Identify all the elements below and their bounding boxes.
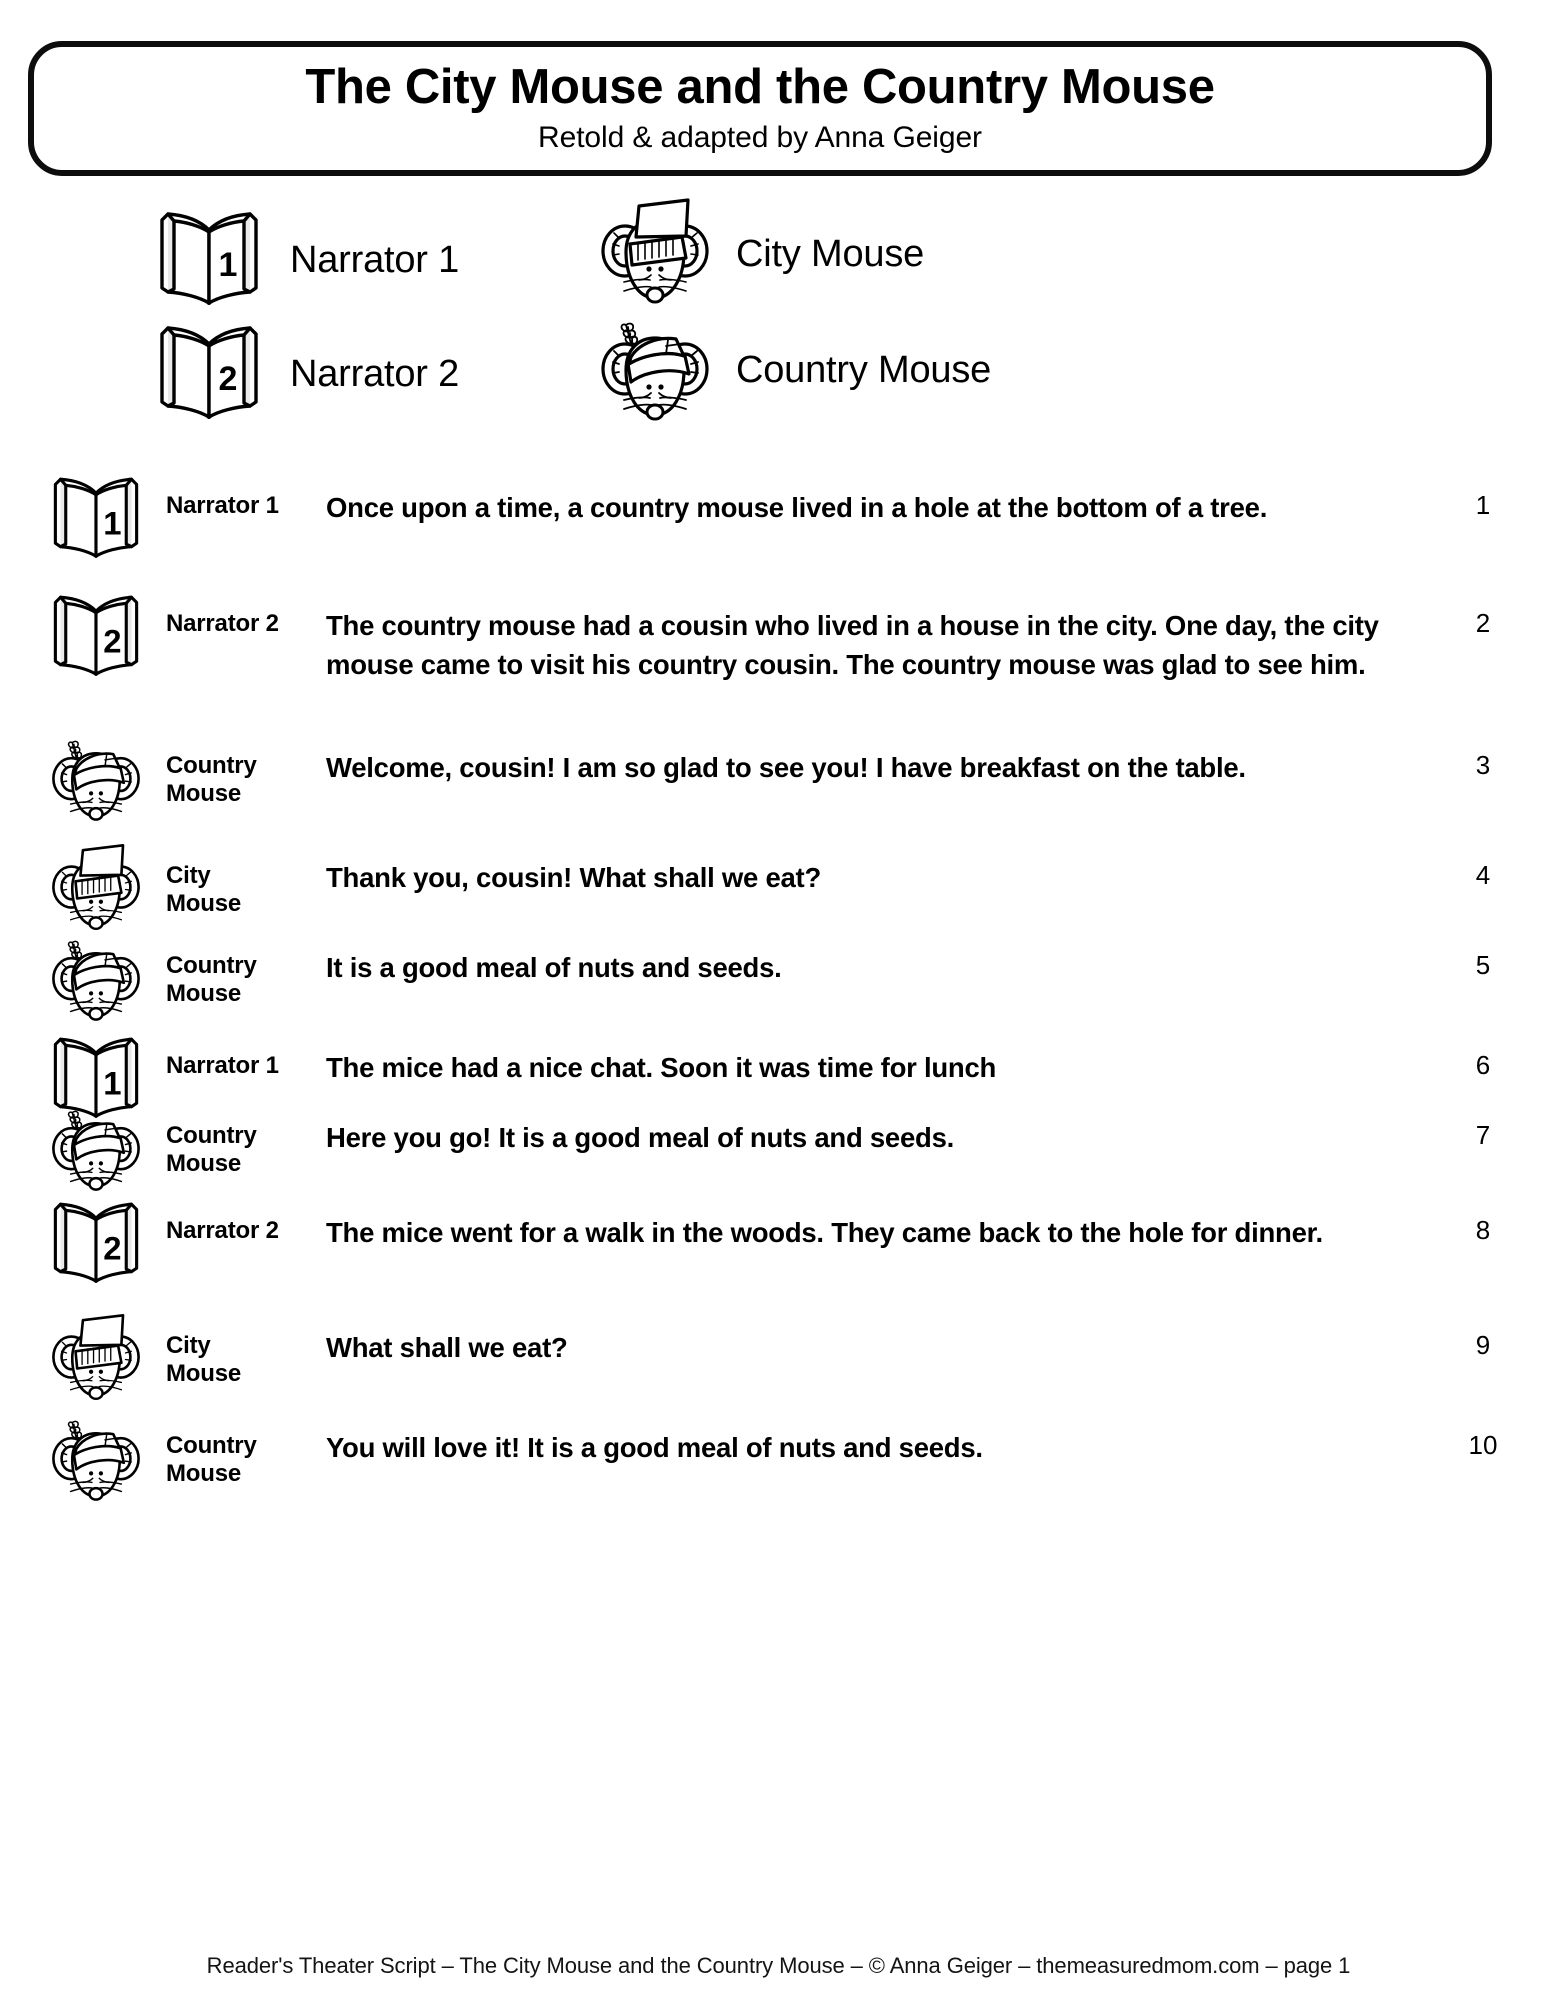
country-mouse-icon [26, 930, 166, 1030]
line-text: Welcome, cousin! I am so glad to see you! I have breakfast on the table. [326, 752, 1246, 783]
city-mouse-icon [26, 840, 166, 940]
legend-label: Country Mouse [736, 348, 992, 391]
script-line-row [0, 1310, 1557, 1410]
line-number: 9 [1475, 1330, 1491, 1360]
speaker-label: Country Mouse [166, 1122, 257, 1178]
svg-text:2: 2 [218, 360, 238, 398]
speaker-label: Narrator 2 [166, 610, 279, 637]
script-line-row [0, 930, 1557, 1030]
speaker-label: Narrator 2 [166, 1217, 279, 1244]
speaker-label: City Mouse [166, 862, 242, 918]
legend-item-narrator-1 [148, 204, 459, 316]
book-2-icon [26, 1195, 166, 1295]
script-lines [0, 470, 1557, 1920]
line-number: 1 [1475, 490, 1491, 520]
speaker-label: Country Mouse [166, 752, 257, 808]
speaker-label: Country Mouse [166, 1432, 257, 1488]
page-title: The City Mouse and the Country Mouse [305, 60, 1215, 115]
legend-label: Narrator 1 [290, 238, 460, 281]
script-line-row [0, 1100, 1557, 1200]
country-mouse-icon [26, 730, 166, 830]
city-mouse-icon [26, 1310, 166, 1410]
line-number: 7 [1475, 1120, 1491, 1150]
legend-item-city-mouse [594, 198, 924, 310]
script-line-row [0, 730, 1557, 830]
speaker-label: Country Mouse [166, 952, 257, 1008]
script-line-row [0, 840, 1557, 940]
book-1-icon [26, 470, 166, 570]
script-line-row [0, 470, 1557, 570]
line-text: Thank you, cousin! What shall we eat? [326, 862, 821, 893]
svg-text:2: 2 [103, 622, 122, 660]
country-mouse-icon [26, 1100, 166, 1200]
line-number: 2 [1475, 608, 1491, 638]
speaker-label: Narrator 1 [166, 492, 279, 519]
line-number: 4 [1475, 860, 1491, 890]
speaker-label: City Mouse [166, 1332, 242, 1388]
line-text: The mice went for a walk in the woods. They came back to the hole for dinner. [326, 1217, 1323, 1248]
legend-label: City Mouse [736, 232, 925, 275]
speaker-label: Narrator 1 [166, 1052, 279, 1079]
line-number: 6 [1475, 1050, 1491, 1080]
line-text: The country mouse had a cousin who lived in a house in the city. One day, the city mouse came to visit his country cousin. The country mouse was glad to see him. [326, 610, 1379, 681]
page-footer: Reader's Theater Script – The City Mouse and the Country Mouse – © Anna Geiger – themeasuredmom.com – page 1 [206, 1953, 1351, 1978]
city-mouse-icon [594, 198, 716, 310]
legend-item-country-mouse [594, 314, 991, 426]
country-mouse-icon [26, 1410, 166, 1510]
line-text: The mice had a nice chat. Soon it was time for lunch [326, 1052, 997, 1083]
line-text: Here you go! It is a good meal of nuts and seeds. [326, 1122, 954, 1153]
line-text: You will love it! It is a good meal of nuts and seeds. [326, 1432, 983, 1463]
script-line-row [0, 1195, 1557, 1295]
line-number: 8 [1475, 1215, 1491, 1245]
svg-text:1: 1 [218, 246, 238, 284]
line-text: Once upon a time, a country mouse lived in a hole at the bottom of a tree. [326, 492, 1268, 523]
script-line-row [0, 1410, 1557, 1510]
book-2-icon [148, 318, 270, 430]
line-number: 5 [1475, 950, 1491, 980]
line-number: 3 [1475, 750, 1491, 780]
legend-label: Narrator 2 [290, 352, 460, 395]
svg-text:1: 1 [103, 1064, 122, 1102]
line-text: What shall we eat? [326, 1332, 568, 1363]
page-subtitle: Retold & adapted by Anna Geiger [538, 120, 982, 154]
book-1-icon [148, 204, 270, 316]
line-number: 10 [1468, 1430, 1498, 1460]
legend-item-narrator-2 [148, 318, 459, 430]
country-mouse-icon [594, 314, 716, 426]
svg-text:1: 1 [103, 504, 122, 542]
svg-text:2: 2 [103, 1229, 122, 1267]
script-line-row [0, 588, 1557, 688]
character-key [0, 196, 1557, 456]
title-banner [28, 41, 1492, 176]
line-text: It is a good meal of nuts and seeds. [326, 952, 782, 983]
book-2-icon [26, 588, 166, 688]
